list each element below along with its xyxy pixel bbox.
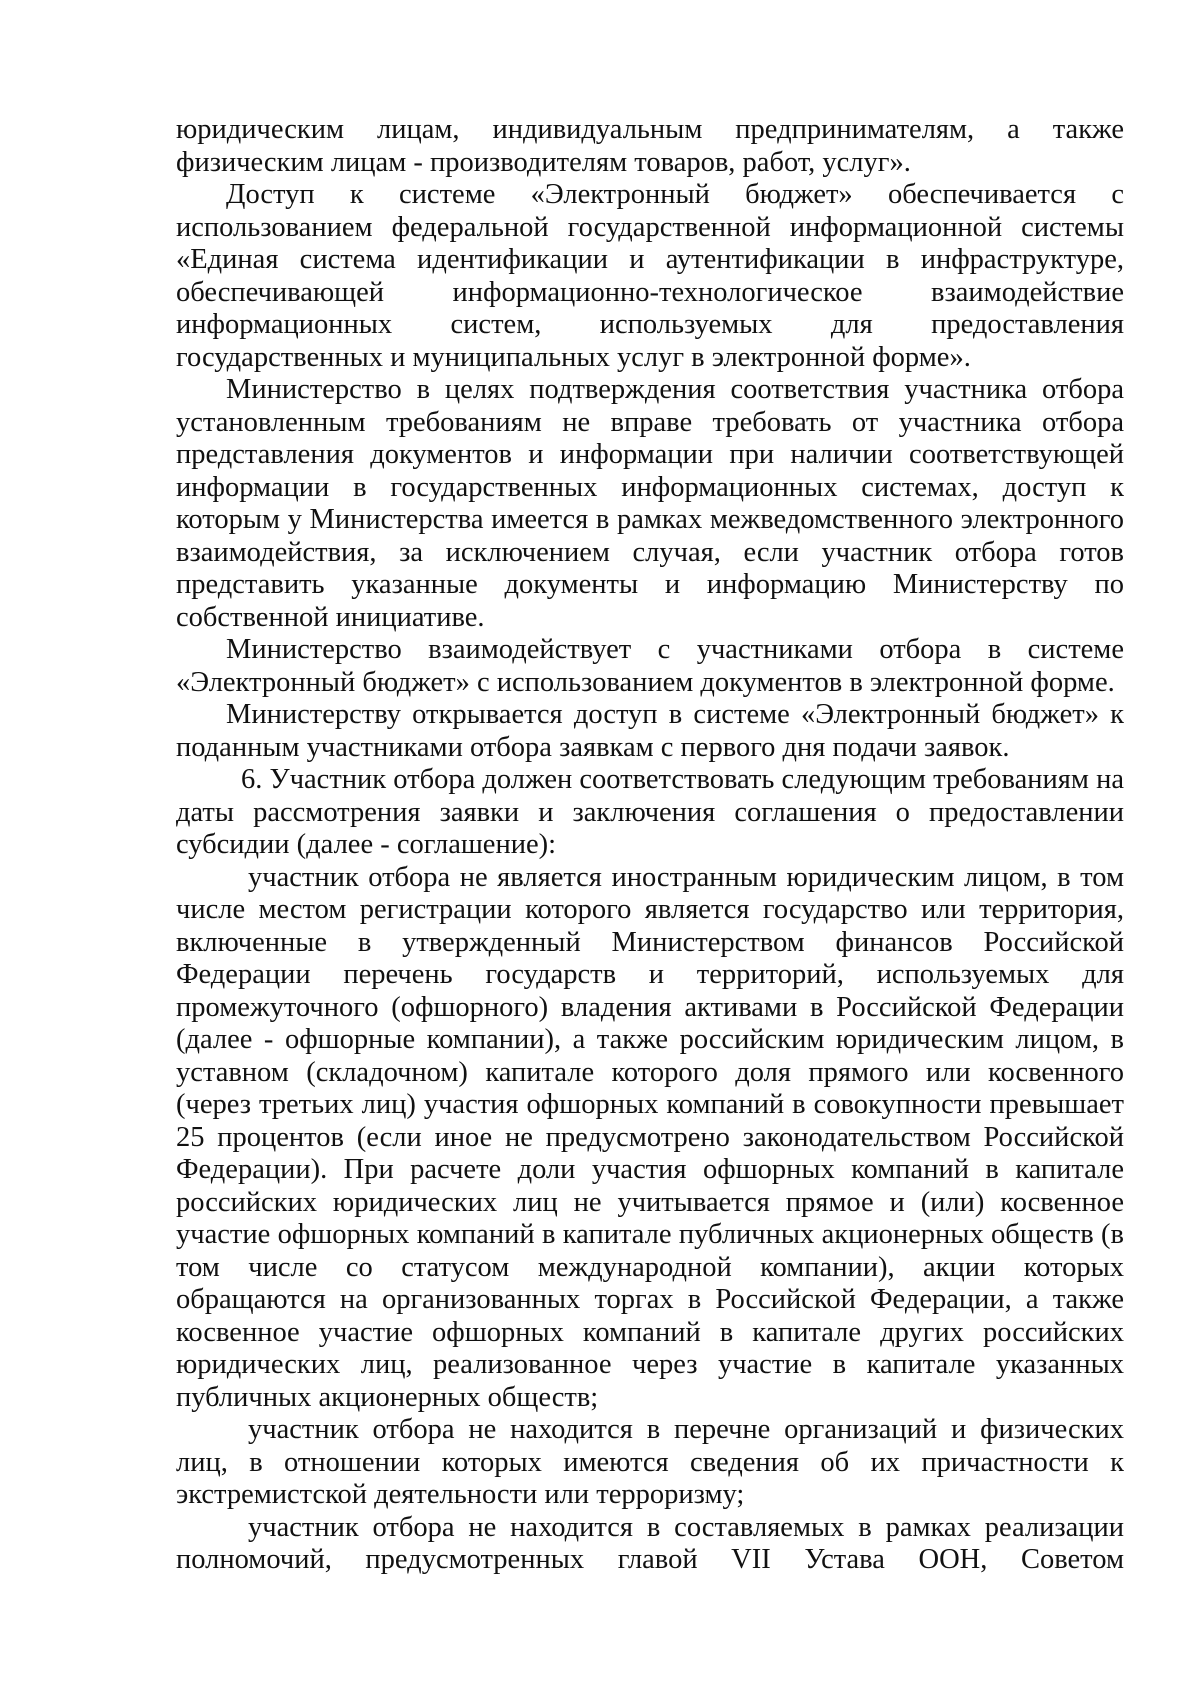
paragraph-5: Министерству открывается доступ в системе «Электронный бюджет» к поданным участниками отбора заявкам с первого дня подачи заявок. [176,699,1124,763]
paragraph-8: участник отбора не находится в перечне организаций и физических лиц, в отношении которых имеются сведения об их причастности к экстремистской деятельности или терроризму; [176,1414,1124,1510]
paragraph-3: Министерство в целях подтверждения соответствия участника отбора установленным требованиям не вправе требовать от участника отбора представления документов и информации при наличии соответствующей информации в государственных информационных системах, доступ к которым у Министерства имеется в рамках межведомственного электронного взаимодействия, за исключением случая, если участник отбора готов представить указанные документы и информацию Министерству по собственной инициативе. [176,374,1124,633]
paragraph-7: участник отбора не является иностранным юридическим лицом, в том числе местом регистрации которого является государство или территория, включенные в утвержденный Министерством финансов Российской Федерации перечень государств и территорий, используемых для промежуточного (офшорного) владения активами в Российской Федерации (далее - офшорные компании), а также российским юридическим лицом, в уставном (складочном) капитале которого доля прямого или косвенного (через третьих лиц) участия офшорных компаний в совокупности превышает 25 процентов (если иное не предусмотрено законодательством Российской Федерации). При расчете доли участия офшорных компаний в капитале российских юридических лиц не учитывается прямое и (или) косвенное участие офшорных компаний в капитале публичных акционерных обществ (в том числе со статусом международной компании), акции которых обращаются на организованных торгах в Российской Федерации, а также косвенное участие офшорных компаний в капитале других российских юридических лиц, реализованное через участие в капитале указанных публичных акционерных обществ; [176,861,1124,1413]
document-page [176,114,1124,1577]
paragraph-1: юридическим лицам, индивидуальным предпринимателям, а также физическим лицам - производителям товаров, работ, услуг». [176,114,1124,178]
paragraph-6: 6. Участник отбора должен соответствовать следующим требованиям на даты рассмотрения заявки и заключения соглашения о предоставлении субсидии (далее - соглашение): [176,764,1124,860]
paragraph-4: Министерство взаимодействует с участниками отбора в системе «Электронный бюджет» с использованием документов в электронной форме. [176,634,1124,698]
paragraph-2: Доступ к системе «Электронный бюджет» обеспечивается с использованием федеральной государственной информационной системы «Единая система идентификации и аутентификации в инфраструктуре, обеспечивающей информационно-технологическое взаимодействие информационных систем, используемых для предоставления государственных и муниципальных услуг в электронной форме». [176,179,1124,373]
paragraph-9: участник отбора не находится в составляемых в рамках реализации полномочий, предусмотренных главой VII Устава ООН, Советом [176,1511,1124,1575]
